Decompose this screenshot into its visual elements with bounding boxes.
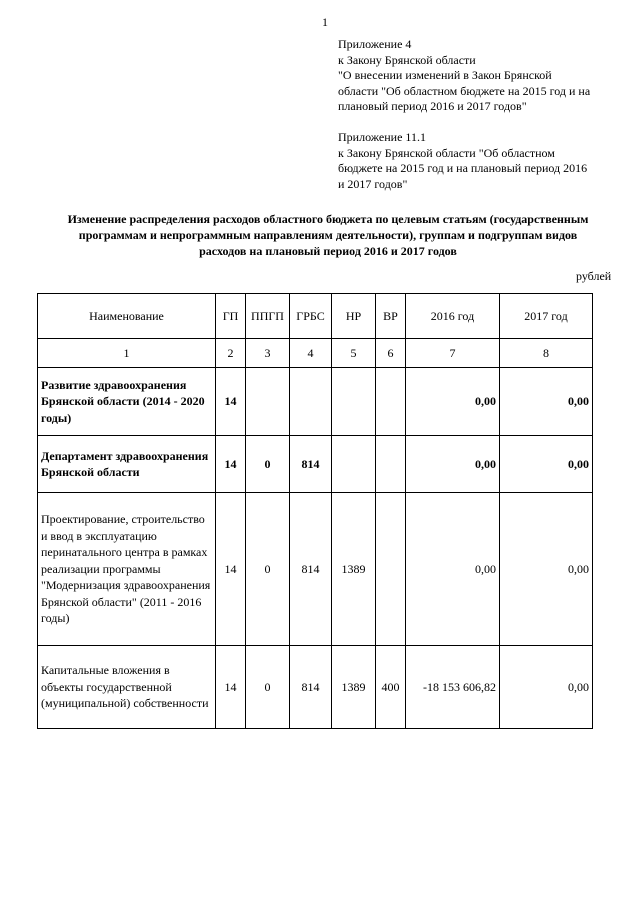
- row-vr: [376, 493, 406, 646]
- row-grbs: 814: [290, 646, 332, 729]
- column-header-name: Наименование: [38, 294, 216, 339]
- row-name: Развитие здравоохранения Брянской области (2014 - 2020 годы): [38, 368, 216, 436]
- row-gp: 14: [216, 436, 246, 493]
- appendix-line: к Закону Брянской области: [338, 52, 476, 67]
- table-row: [38, 493, 593, 646]
- title-line: расходов на плановый период 2016 и 2017 годов: [199, 244, 457, 258]
- appendix-line: плановый период 2016 и 2017 годов": [338, 99, 527, 113]
- column-header-2017: 2017 год: [500, 294, 593, 339]
- row-amount-2017: 0,00: [500, 493, 593, 646]
- column-header-gp: ГП: [216, 294, 246, 339]
- column-header-2016: 2016 год: [406, 294, 500, 339]
- row-grbs: 814: [290, 436, 332, 493]
- row-gp: 14: [216, 368, 246, 436]
- page-number: 1: [322, 15, 328, 29]
- column-header-nr: НР: [332, 294, 376, 339]
- title-line: Изменение распределения расходов областного бюджета по целевым статьям (государственным: [67, 212, 589, 226]
- appendix-4-header: [338, 37, 630, 115]
- row-amount-2016: 0,00: [406, 368, 500, 436]
- column-header-grbs: ГРБС: [290, 294, 332, 339]
- column-header-ppgp: ППГП: [246, 294, 290, 339]
- row-amount-2016: 0,00: [406, 493, 500, 646]
- row-nr: [332, 368, 376, 436]
- column-number: 8: [500, 339, 593, 368]
- row-gp: 14: [216, 493, 246, 646]
- row-ppgp: 0: [246, 493, 290, 646]
- budget-table: [37, 293, 593, 729]
- row-ppgp: 0: [246, 646, 290, 729]
- title-line: программам и непрограммным направлениям деятельности), группам и подгруппам видов: [78, 228, 578, 242]
- row-ppgp: 0: [246, 436, 290, 493]
- column-number: 4: [290, 339, 332, 368]
- appendix-line: "О внесении изменений в Закон Брянской: [338, 68, 552, 82]
- column-number: 3: [246, 339, 290, 368]
- row-amount-2017: 0,00: [500, 646, 593, 729]
- column-number: 5: [332, 339, 376, 368]
- column-number: 1: [38, 339, 216, 368]
- appendix-line: к Закону Брянской области "Об областном: [338, 145, 555, 160]
- column-number-row: [38, 339, 593, 368]
- row-vr: [376, 436, 406, 493]
- row-ppgp: [246, 368, 290, 436]
- currency-label: рублей: [576, 269, 612, 283]
- document-title: [36, 211, 620, 259]
- row-amount-2016: -18 153 606,82: [406, 646, 500, 729]
- row-amount-2017: 0,00: [500, 368, 593, 436]
- row-gp: 14: [216, 646, 246, 729]
- row-name: Департамент здравоохранения Брянской области: [38, 436, 216, 493]
- appendix-line: области "Об областном бюджете на 2015 год и на: [338, 83, 591, 98]
- row-amount-2016: 0,00: [406, 436, 500, 493]
- column-number: 7: [406, 339, 500, 368]
- row-amount-2017: 0,00: [500, 436, 593, 493]
- table-row: [38, 646, 593, 729]
- row-grbs: 814: [290, 493, 332, 646]
- appendix-line: Приложение 11.1: [338, 130, 426, 144]
- appendix-line: Приложение 4: [338, 37, 412, 51]
- row-name: Проектирование, строительство и ввод в эксплуатацию перинатального центра в рамках реализации программы "Модернизация здравоохранения Брянской области" (2011 - 2016 годы): [38, 493, 216, 646]
- column-number: 2: [216, 339, 246, 368]
- row-nr: [332, 436, 376, 493]
- table-row: [38, 368, 593, 436]
- appendix-11-1-header: [338, 130, 630, 192]
- row-vr: [376, 368, 406, 436]
- row-vr: 400: [376, 646, 406, 729]
- table-header-row: [38, 294, 593, 339]
- appendix-line: бюджете на 2015 год и на плановый период 2016: [338, 161, 588, 175]
- column-number: 6: [376, 339, 406, 368]
- appendix-line: и 2017 годов": [338, 176, 408, 191]
- row-nr: 1389: [332, 493, 376, 646]
- table-row: [38, 436, 593, 493]
- row-nr: 1389: [332, 646, 376, 729]
- row-name: Капитальные вложения в объекты государственной (муниципальной) собственности: [38, 646, 216, 729]
- row-grbs: [290, 368, 332, 436]
- column-header-vr: ВР: [376, 294, 406, 339]
